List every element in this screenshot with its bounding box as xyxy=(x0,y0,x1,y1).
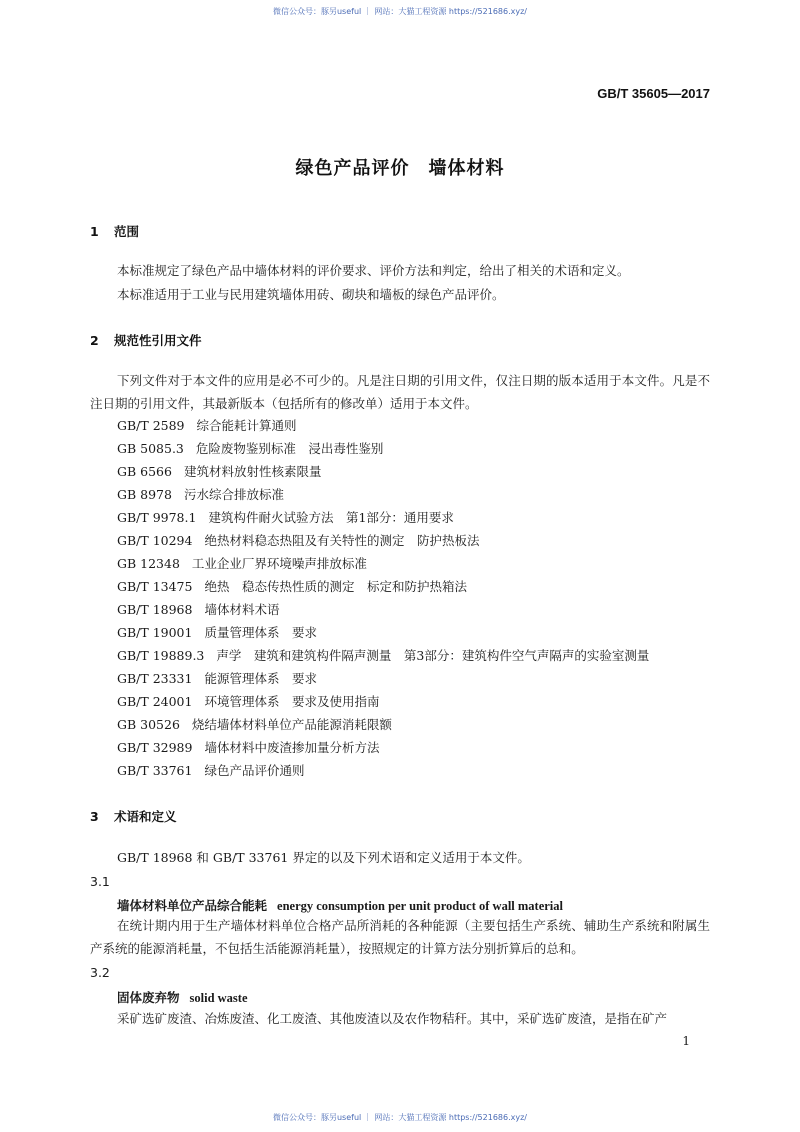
term-3-1-definition: 在统计期内用于生产墙体材料单位合格产品所消耗的各种能源（主要包括生产系统、辅助生产系统和附属生产系统的能源消耗量，不包括生活能源消耗量），按照规定的计算方法分别折算后的总和。 xyxy=(90,918,710,956)
reference-code: GB/T 32989 xyxy=(117,740,193,755)
reference-code: GB/T 13475 xyxy=(117,579,193,594)
section-1-paragraph-2: 本标准适用于工业与民用建筑墙体用砖、砌块和墙板的绿色产品评价。 xyxy=(117,287,505,302)
section-title: 范围 xyxy=(114,224,140,239)
reference-code: GB/T 19889.3 xyxy=(117,648,205,663)
reference-code: GB 12348 xyxy=(117,556,180,571)
reference-code: GB 8978 xyxy=(117,487,172,502)
page-number: 1 xyxy=(682,1034,690,1048)
reference-item xyxy=(117,623,317,643)
section-2-intro: 下列文件对于本文件的应用是必不可少的。凡是注日期的引用文件，仅注日期的版本适用于本文件。凡是不注日期的引用文件，其最新版本（包括所有的修改单）适用于本文件。 xyxy=(90,373,710,411)
reference-item xyxy=(117,646,649,666)
reference-title: 绝热 稳态传热性质的测定 标定和防护热箱法 xyxy=(204,579,467,594)
reference-item xyxy=(117,462,321,482)
term-english: energy consumption per unit product of wall material xyxy=(277,899,564,913)
section-title: 规范性引用文件 xyxy=(114,333,202,348)
reference-title: 环境管理体系 要求及使用指南 xyxy=(204,694,380,709)
reference-item xyxy=(117,554,367,574)
section-1-heading xyxy=(90,222,139,240)
term-chinese: 墙体材料单位产品综合能耗 xyxy=(117,898,268,913)
reference-title: 能源管理体系 要求 xyxy=(204,671,317,686)
reference-item xyxy=(117,715,392,735)
section-3-heading xyxy=(90,807,177,825)
reference-title: 绿色产品评价通则 xyxy=(204,763,305,778)
reference-code: GB/T 24001 xyxy=(117,694,193,709)
reference-title: 绝热材料稳态热阻及有关特性的测定 防护热板法 xyxy=(204,533,480,548)
section-2-heading xyxy=(90,331,202,349)
reference-item xyxy=(117,416,297,436)
section-3-intro: GB/T 18968 和 GB/T 33761 界定的以及下列术语和定义适用于本文件。 xyxy=(117,850,530,865)
section-number: 3 xyxy=(90,809,99,824)
term-3-2-definition: 采矿选矿废渣、冶炼废渣、化工废渣、其他废渣以及农作物秸秆。其中，采矿选矿废渣，是指在矿产 xyxy=(117,1011,668,1026)
standard-number: GB/T 35605—2017 xyxy=(597,86,710,101)
reference-code: GB/T 9978.1 xyxy=(117,510,197,525)
reference-item xyxy=(117,692,379,712)
term-3-1-number: 3.1 xyxy=(90,874,110,889)
document-title: 绿色产品评价 墙体材料 xyxy=(295,158,505,179)
reference-title: 危险废物鉴别标准 浸出毒性鉴别 xyxy=(195,441,384,456)
section-title: 术语和定义 xyxy=(114,809,177,824)
reference-code: GB/T 19001 xyxy=(117,625,193,640)
reference-code: GB/T 10294 xyxy=(117,533,193,548)
reference-code: GB 6566 xyxy=(117,464,172,479)
reference-title: 质量管理体系 要求 xyxy=(204,625,317,640)
reference-title: 声学 建筑和建筑构件隔声测量 第3部分：建筑构件空气声隔声的实验室测量 xyxy=(216,648,650,663)
reference-title: 综合能耗计算通则 xyxy=(196,418,297,433)
reference-title: 墙体材料中废渣掺加量分析方法 xyxy=(204,740,380,755)
reference-code: GB/T 18968 xyxy=(117,602,193,617)
reference-item xyxy=(117,485,284,505)
reference-title: 工业企业厂界环境噪声排放标准 xyxy=(191,556,367,571)
reference-code: GB 30526 xyxy=(117,717,180,732)
reference-item xyxy=(117,508,454,528)
reference-item xyxy=(117,738,379,758)
reference-code: GB/T 33761 xyxy=(117,763,193,778)
reference-code: GB/T 23331 xyxy=(117,671,193,686)
term-chinese: 固体废弃物 xyxy=(117,990,180,1005)
reference-title: 污水综合排放标准 xyxy=(183,487,284,502)
section-1-paragraph-1: 本标准规定了绿色产品中墙体材料的评价要求、评价方法和判定，给出了相关的术语和定义。 xyxy=(117,263,630,278)
reference-title: 墙体材料术语 xyxy=(204,602,280,617)
reference-item xyxy=(117,669,317,689)
term-english: solid waste xyxy=(189,991,248,1005)
reference-item xyxy=(117,600,279,620)
watermark-top: 微信公众号：豚另useful ｜ 网站：大猫工程资源 https://521686.xyz/ xyxy=(272,7,528,16)
reference-title: 建筑材料放射性核素限量 xyxy=(183,464,322,479)
reference-item xyxy=(117,439,383,459)
reference-item xyxy=(117,577,467,597)
term-3-1-title xyxy=(117,896,563,914)
term-3-2-number: 3.2 xyxy=(90,965,110,980)
reference-code: GB 5085.3 xyxy=(117,441,184,456)
reference-item xyxy=(117,761,304,781)
section-number: 2 xyxy=(90,333,99,348)
section-number: 1 xyxy=(90,224,99,239)
reference-item xyxy=(117,531,479,551)
reference-title: 烧结墙体材料单位产品能源消耗限额 xyxy=(191,717,392,732)
term-3-2-title xyxy=(117,988,248,1006)
watermark-bottom: 微信公众号：豚另useful ｜ 网站：大猫工程资源 https://521686.xyz/ xyxy=(272,1113,528,1122)
reference-title: 建筑构件耐火试验方法 第1部分：通用要求 xyxy=(208,510,454,525)
reference-code: GB/T 2589 xyxy=(117,418,185,433)
